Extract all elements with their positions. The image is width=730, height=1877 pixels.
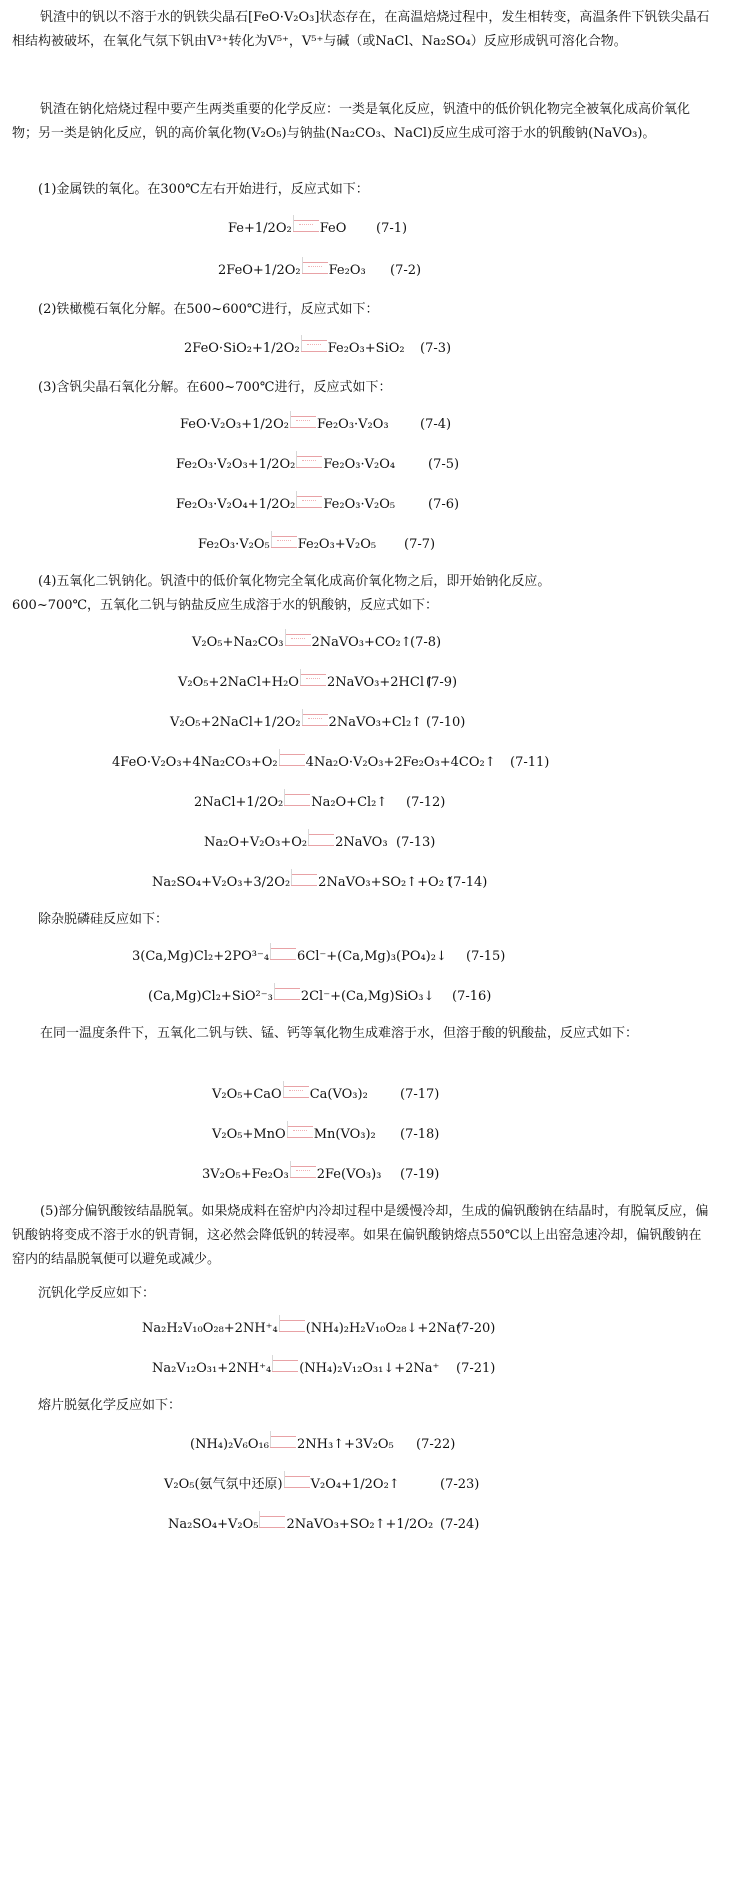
equation-lhs: (Ca,Mg)Cl₂+SiO²⁻₃: [148, 989, 273, 1004]
reaction-arrow: [291, 874, 317, 886]
reaction-arrow: [283, 1086, 309, 1098]
equation: [192, 632, 442, 654]
paragraph-intro: 钒渣中的钒以不溶于水的钒铁尖晶石[FeO·V₂O₃]状态存在，在高温焙烧过程中，发生相转变，高温条件下钒铁尖晶石相结构被破坏，在氧化气氛下钒由V³⁺转化为V⁵⁺，V⁵⁺与碱（或NaCl、Na₂SO₄）反应形成钒可溶化合物。: [12, 10, 710, 49]
equation-number: (7-14): [448, 875, 488, 890]
equation: [228, 218, 408, 240]
equation-rhs: Fe₂O₃·V₂O₄: [323, 457, 396, 472]
reaction-arrow: [271, 536, 297, 548]
equation-number: (7-19): [400, 1167, 440, 1182]
equation-number: (7-2): [390, 263, 422, 278]
reaction-arrow: [301, 340, 327, 352]
equation-number: (7-16): [452, 989, 492, 1004]
equation-number: (7-11): [510, 755, 550, 770]
reaction-arrow: [272, 1360, 298, 1372]
reaction-arrow: [285, 634, 311, 646]
section-2-heading: (2)铁橄榄石氧化分解。在500~600℃进行，反应式如下：: [38, 302, 379, 317]
section-5-paragraph: (5)部分偏钒酸铵结晶脱氧。如果烧成料在窑炉内冷却过程中是缓慢冷却，生成的偏钒酸钠在结晶时，有脱氧反应，偏钒酸钠将变成不溶于水的钒青铜，这必然会降低钒的转浸率。如果在偏钒酸钠熔点550℃以上出窑急速冷却，偏钒酸钠在窑内的结晶脱氧便可以避免或减少。: [12, 1204, 709, 1267]
equation-number: (7-17): [400, 1087, 440, 1102]
equation: [198, 534, 436, 556]
precip-heading: 沉钒化学反应如下：: [38, 1286, 156, 1301]
equation-number: (7-13): [396, 835, 436, 850]
reaction-arrow: [308, 834, 334, 846]
reaction-arrow: [290, 416, 316, 428]
equation: [176, 494, 460, 516]
reaction-arrow: [270, 948, 296, 960]
reaction-arrow: [274, 988, 300, 1000]
equation-number: (7-6): [428, 497, 460, 512]
equation-lhs: V₂O₅+2NaCl+H₂O: [178, 675, 299, 690]
equation: [170, 712, 466, 734]
equation-lhs: V₂O₅+2NaCl+1/2O₂: [170, 715, 301, 730]
equation: [184, 338, 452, 360]
section-4-heading: (4)五氧化二钒钠化。钒渣中的低价氧化物完全氧化成高价氧化物之后，即开始钠化反应。: [38, 574, 551, 589]
reaction-arrow: [302, 714, 328, 726]
equation-number: (7-24): [440, 1517, 480, 1532]
equation-number: (7-8): [410, 635, 442, 650]
equation-number: (7-5): [428, 457, 460, 472]
reaction-arrow: [259, 1516, 285, 1528]
equation-number: (7-7): [404, 537, 436, 552]
same-temp-paragraph: 在同一温度条件下，五氧化二钒与铁、锰、钙等氧化物生成难溶于水，但溶于酸的钒酸盐，反应式如下：: [40, 1026, 639, 1041]
equation-lhs: 2FeO+1/2O₂: [218, 263, 301, 278]
impurity-heading: 除杂脱磷硅反应如下：: [38, 912, 169, 927]
equation-rhs: V₂O₄+1/2O₂↑: [310, 1477, 400, 1492]
equation-lhs: 3V₂O₅+Fe₂O₃: [202, 1167, 289, 1182]
section-4-heading-cont: 600~700℃，五氧化二钒与钠盐反应生成溶于水的钒酸钠，反应式如下：: [12, 598, 439, 613]
equation-lhs: V₂O₅+Na₂CO₃: [192, 635, 284, 650]
equation: [164, 1474, 480, 1496]
equation: [178, 672, 458, 694]
reaction-arrow: [279, 1320, 305, 1332]
equation-lhs: Na₂SO₄+V₂O₅: [168, 1517, 259, 1532]
reaction-arrow: [284, 1476, 310, 1488]
reaction-arrow: [296, 456, 322, 468]
equation-lhs: Na₂H₂V₁₀O₂₈+2NH⁺₄: [142, 1321, 278, 1336]
equation-lhs: Fe₂O₃·V₂O₅: [198, 537, 270, 552]
equation: [180, 414, 452, 436]
reaction-arrow: [293, 220, 319, 232]
equation-number: (7-23): [440, 1477, 480, 1492]
equation-rhs: 6Cl⁻+(Ca,Mg)₃(PO₄)₂↓: [297, 949, 447, 964]
equation: [212, 1124, 440, 1146]
equation: [218, 260, 422, 282]
equation: [148, 986, 492, 1008]
equation-number: (7-15): [466, 949, 506, 964]
equation: [204, 832, 436, 854]
equation-lhs: 4FeO·V₂O₃+4Na₂CO₃+O₂: [112, 755, 278, 770]
equation-lhs: Na₂SO₄+V₂O₃+3/2O₂: [152, 875, 291, 890]
reaction-arrow: [270, 1436, 296, 1448]
equation: [202, 1164, 440, 1186]
equation-number: (7-12): [406, 795, 446, 810]
equation: [190, 1434, 456, 1456]
reaction-arrow: [287, 1126, 313, 1138]
equation-lhs: 3(Ca,Mg)Cl₂+2PO³⁻₄: [132, 949, 270, 964]
equation: [168, 1514, 480, 1536]
equation-rhs: 2NaVO₃+2HCl↑: [326, 675, 435, 690]
paragraph-sodium-roasting: 钒渣在钠化焙烧过程中要产生两类重要的化学反应：一类是氧化反应，钒渣中的低价钒化物完全被氧化成高价氧化物；另一类是钠化反应，钒的高价氧化物(V₂O₅)与钠盐(Na₂CO₃、NaCl)反应生成可溶于水的钒酸钠(NaVO₃)。: [12, 102, 691, 141]
equation-lhs: V₂O₅(氨气氛中还原): [164, 1477, 283, 1492]
equation-rhs: Fe₂O₃·V₂O₃: [316, 417, 389, 432]
equation-number: (7-10): [426, 715, 466, 730]
equation-lhs: Na₂O+V₂O₃+O₂: [204, 835, 308, 850]
equation: [152, 1358, 496, 1380]
equation-rhs: 4Na₂O·V₂O₃+2Fe₂O₃+4CO₂↑: [305, 755, 496, 770]
equation-rhs: Ca(VO₃)₂: [309, 1087, 368, 1102]
equation-rhs: Fe₂O₃: [328, 263, 366, 278]
equation: [176, 454, 460, 476]
equation-rhs: 2NaVO₃+SO₂↑+O₂↑: [318, 875, 455, 890]
equation-rhs: Fe₂O₃+SiO₂: [327, 341, 405, 356]
equation-rhs: Fe₂O₃·V₂O₅: [323, 497, 396, 512]
equation-number: (7-18): [400, 1127, 440, 1142]
equation-rhs: 2NH₃↑+3V₂O₅: [296, 1437, 394, 1452]
equation-lhs: Fe+1/2O₂: [228, 221, 292, 236]
equation-rhs: Mn(VO₃)₂: [313, 1127, 376, 1142]
equation: [212, 1084, 440, 1106]
equation-rhs: 2Fe(VO₃)₃: [316, 1167, 382, 1182]
section-3-heading: (3)含钒尖晶石氧化分解。在600~700℃进行，反应式如下：: [38, 380, 392, 395]
equation-number: (7-1): [376, 221, 408, 236]
equation: [142, 1318, 496, 1340]
equation-rhs: 2NaVO₃+CO₂↑: [311, 635, 412, 650]
equation-lhs: V₂O₅+MnO: [212, 1127, 286, 1142]
equation: [132, 946, 506, 968]
equation-rhs: 2NaVO₃+Cl₂↑: [328, 715, 423, 730]
equation-lhs: Na₂V₁₂O₃₁+2NH⁺₄: [152, 1361, 272, 1376]
equation-rhs: 2NaVO₃: [335, 835, 388, 850]
reaction-arrow: [279, 754, 305, 766]
equation-number: (7-3): [420, 341, 452, 356]
equation-lhs: 2FeO·SiO₂+1/2O₂: [184, 341, 300, 356]
equation-number: (7-20): [456, 1321, 496, 1336]
equation-number: (7-21): [456, 1361, 496, 1376]
equation-rhs: (NH₄)₂V₁₂O₃₁↓+2Na⁺: [299, 1361, 440, 1376]
equation-lhs: FeO·V₂O₃+1/2O₂: [180, 417, 289, 432]
equation: [112, 752, 550, 774]
equation-rhs: 2Cl⁻+(Ca,Mg)SiO₃↓: [300, 989, 435, 1004]
equation-number: (7-4): [420, 417, 452, 432]
equation-rhs: 2NaVO₃+SO₂↑+1/2O₂: [286, 1517, 434, 1532]
equation-rhs: Na₂O+Cl₂↑: [311, 795, 388, 810]
equation-lhs: Fe₂O₃·V₂O₄+1/2O₂: [176, 497, 296, 512]
equation-rhs: (NH₄)₂H₂V₁₀O₂₈↓+2Na⁺: [305, 1321, 463, 1336]
equation-lhs: Fe₂O₃·V₂O₃+1/2O₂: [176, 457, 296, 472]
melt-heading: 熔片脱氨化学反应如下：: [38, 1398, 182, 1413]
equation: [152, 872, 488, 894]
reaction-arrow: [296, 496, 322, 508]
equation-lhs: (NH₄)₂V₆O₁₆: [190, 1437, 269, 1452]
reaction-arrow: [300, 674, 326, 686]
reaction-arrow: [284, 794, 310, 806]
equation: [194, 792, 446, 814]
section-1-heading: (1)金属铁的氧化。在300℃左右开始进行，反应式如下：: [38, 182, 369, 197]
equation-lhs: 2NaCl+1/2O₂: [194, 795, 284, 810]
reaction-arrow: [302, 262, 328, 274]
equation-number: (7-9): [426, 675, 458, 690]
equation-rhs: FeO: [319, 221, 347, 236]
equation-rhs: Fe₂O₃+V₂O₅: [297, 537, 377, 552]
reaction-arrow: [290, 1166, 316, 1178]
equation-lhs: V₂O₅+CaO: [212, 1087, 282, 1102]
equation-number: (7-22): [416, 1437, 456, 1452]
